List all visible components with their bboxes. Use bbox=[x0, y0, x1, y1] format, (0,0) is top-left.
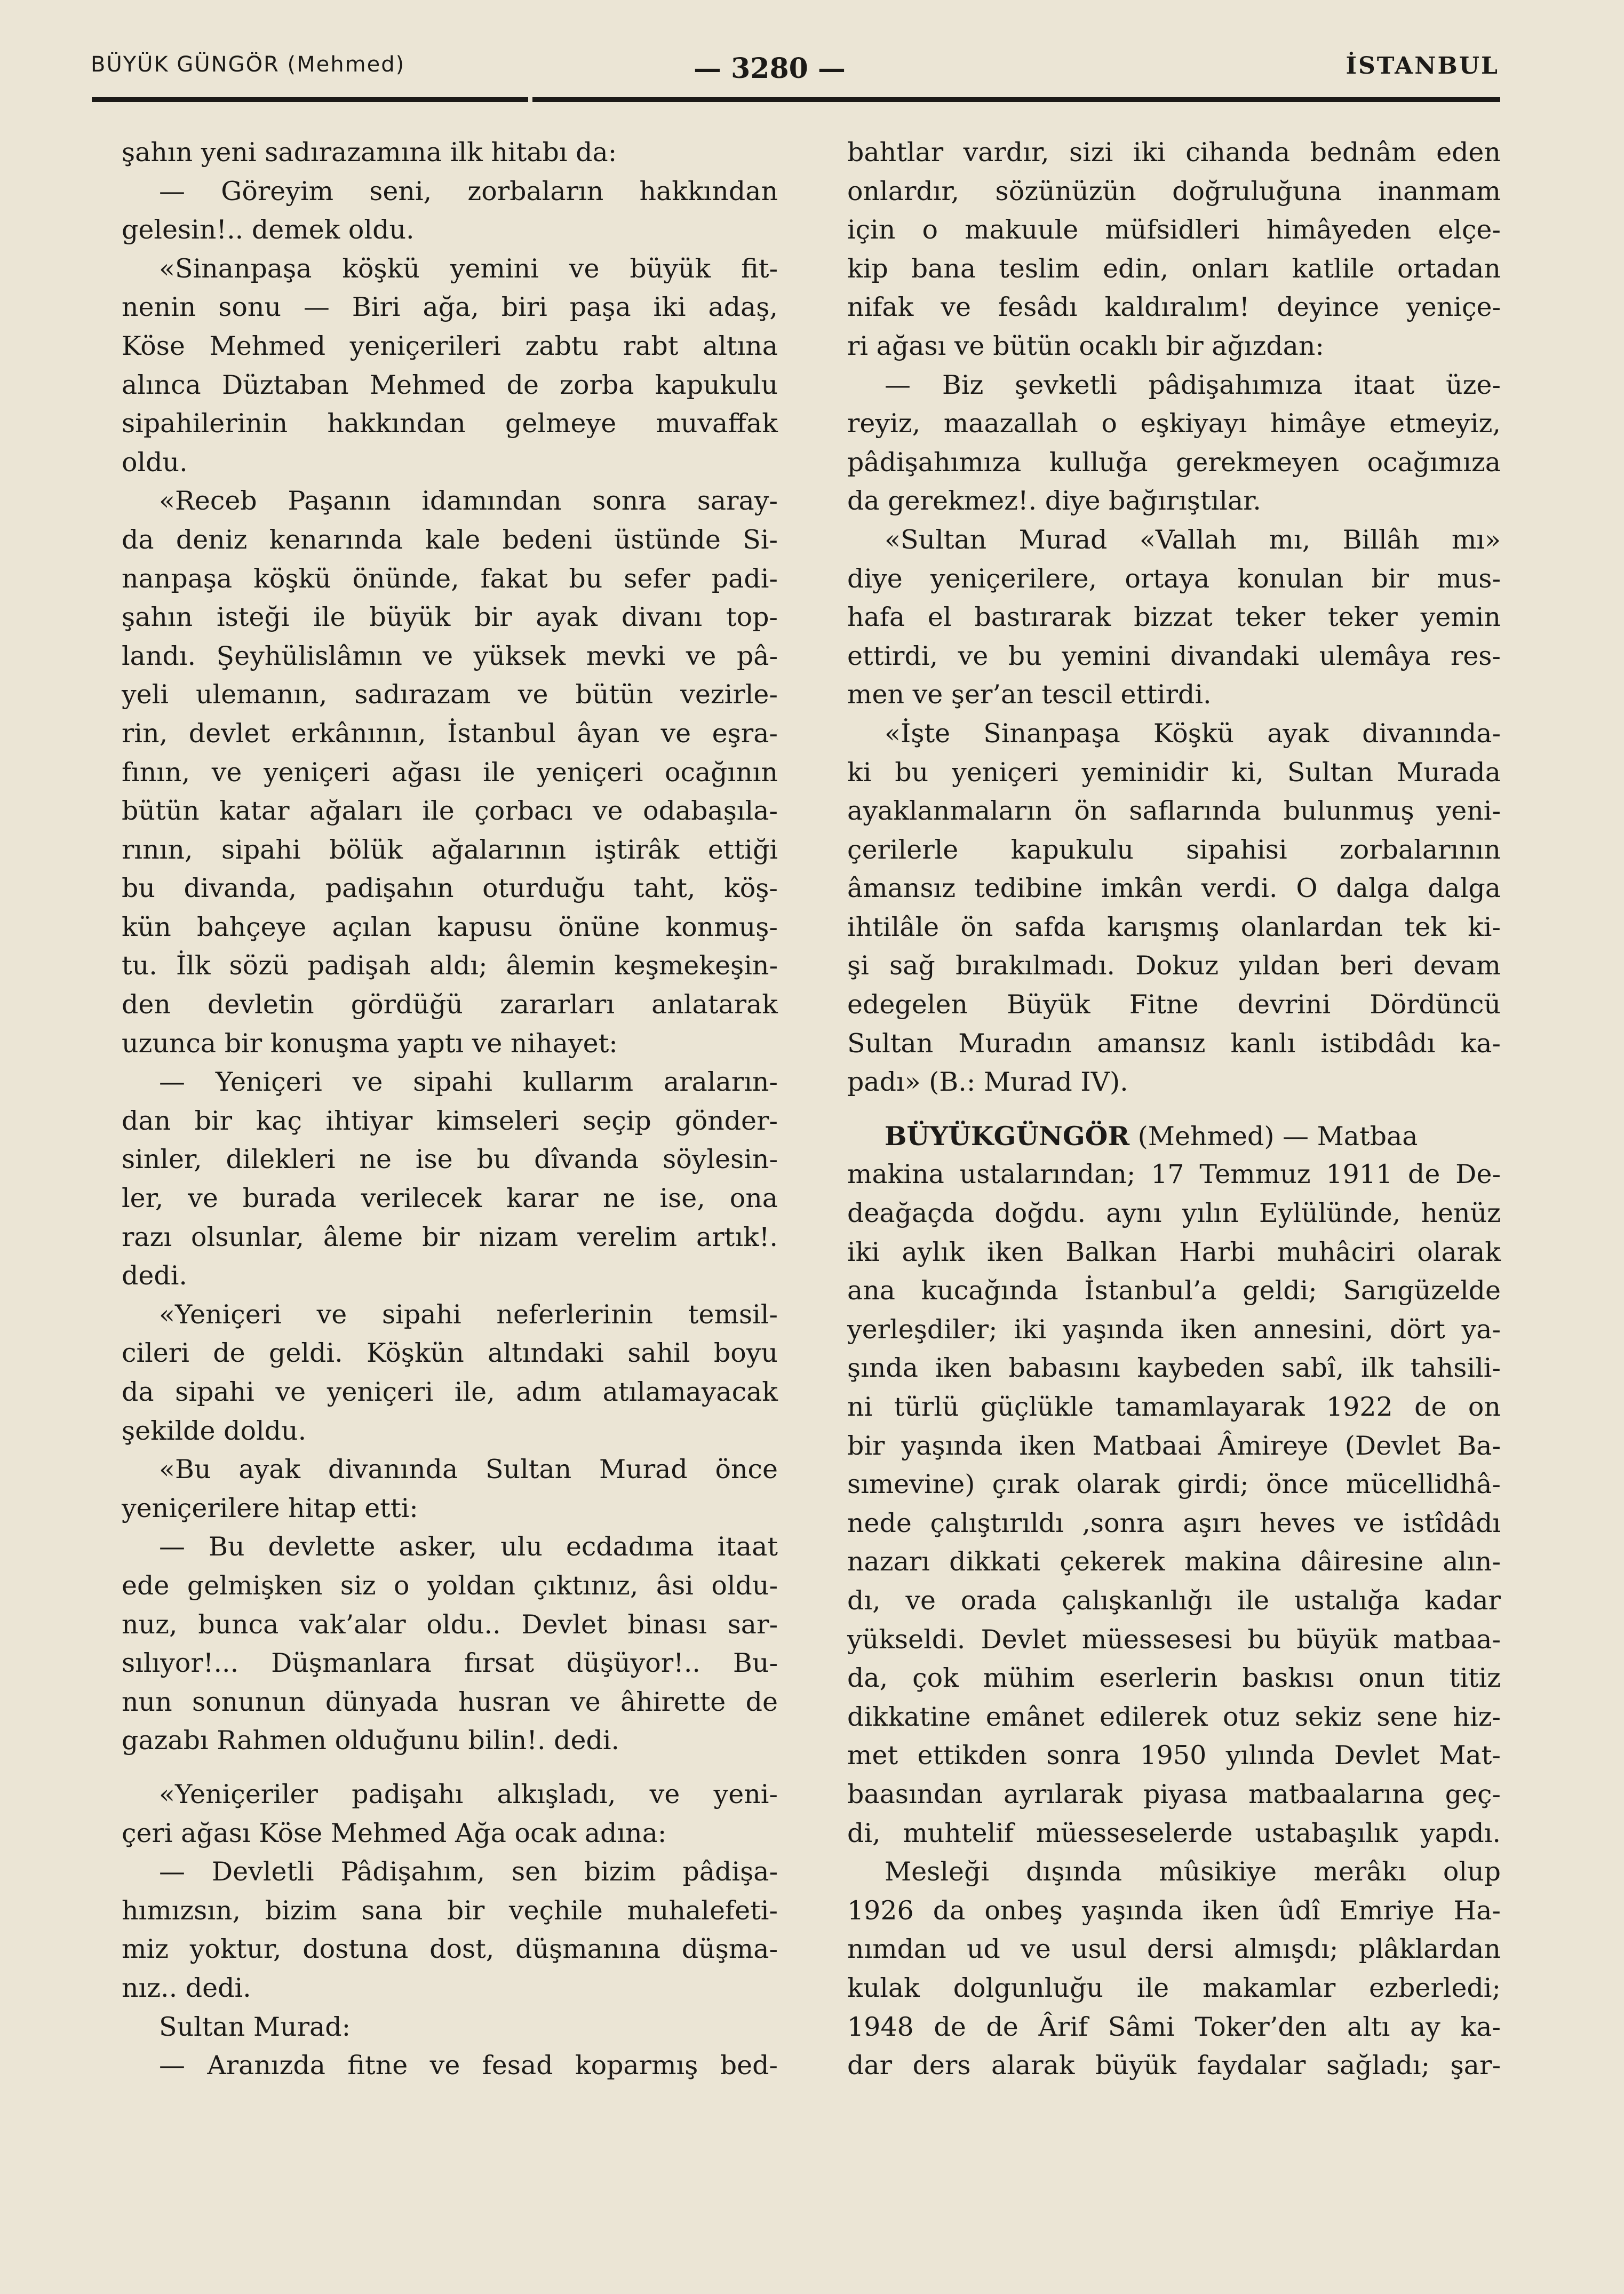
text-line: dikkatine emânet edilerek otuz sekiz sene hiz- bbox=[847, 1701, 1501, 1732]
text-line: bir yaşında iken Matbaai Âmireye (Devlet Ba- bbox=[847, 1430, 1501, 1461]
text-line: ki bu yeniçeri yeminidir ki, Sultan Murada bbox=[847, 757, 1501, 788]
text-line: tu. İlk sözü padişah aldı; âlemin keşmekeşin- bbox=[122, 950, 778, 981]
text-line: kip bana teslim edin, onları katlile ortadan bbox=[847, 253, 1501, 284]
text-line: oldu. bbox=[122, 447, 188, 478]
text-line: met ettikden sonra 1950 yılında Devlet Mat- bbox=[847, 1740, 1501, 1771]
text-line: ede gelmişken siz o yoldan çıktınız, âsi oldu- bbox=[122, 1570, 778, 1601]
text-line: — Bu devlette asker, ulu ecdadıma itaat bbox=[159, 1531, 778, 1562]
text-line: «Sultan Murad «Vallah mı, Billâh mı» bbox=[885, 524, 1501, 555]
text-line: nenin sonu — Biri ağa, biri paşa iki adaş, bbox=[122, 292, 778, 323]
text-line: Sultan Murad: bbox=[159, 2011, 351, 2042]
page-number: — 3280 — bbox=[694, 52, 846, 85]
text-line: kün bahçeye açılan kapusu önüne konmuş- bbox=[122, 911, 778, 942]
text-line: miz yoktur, dostuna dost, düşmanına düşma- bbox=[122, 1934, 778, 1965]
text-line: dı, ve orada çalışkanlığı ile ustalığa kadar bbox=[847, 1585, 1501, 1616]
text-line: baasından ayrılarak piyasa matbaalarına geç- bbox=[847, 1779, 1501, 1809]
header-section-title: İSTANBUL bbox=[1346, 52, 1499, 80]
text-line: pâdişahımıza kulluğa gerekmeyen ocağımıza bbox=[847, 447, 1501, 478]
text-line: dedi. bbox=[122, 1260, 187, 1291]
text-line: reyiz, maazallah o eşkiyayı himâye etmeyiz, bbox=[847, 408, 1501, 439]
text-line: dan bir kaç ihtiyar kimseleri seçip gönder- bbox=[122, 1105, 778, 1136]
text-line: «Yeniçeriler padişahı alkışladı, ve yeni- bbox=[159, 1779, 778, 1809]
text-line: sılıyor!... Düşmanlara fırsat düşüyor!.. Bu- bbox=[122, 1648, 778, 1679]
text-line: di, muhtelif müesseselerde ustabaşılık yapdı. bbox=[847, 1817, 1501, 1848]
text-line: nımdan ud ve usul dersi almışdı; plâklardan bbox=[847, 1934, 1501, 1965]
paragraph-spacer bbox=[122, 1760, 778, 1775]
text-line: Sultan Muradın amansız kanlı istibdâdı ka- bbox=[847, 1028, 1501, 1059]
text-line: nazarı dikkati çekerek makina dâiresine alın- bbox=[847, 1546, 1501, 1577]
text-line: ni türlü güçlükle tamamlayarak 1922 de on bbox=[847, 1392, 1501, 1422]
text-line: nede çalıştırıldı ,sonra aşırı heves ve istîdâdı bbox=[847, 1507, 1501, 1538]
text-line: nifak ve fesâdı kaldıralım! deyince yeniçe- bbox=[847, 292, 1501, 323]
running-header bbox=[91, 52, 1499, 95]
text-line: 1926 da onbeş yaşında iken ûdî Emriye Ha- bbox=[847, 1895, 1501, 1926]
text-line: BÜYÜKGÜNGÖR (Mehmed) — Matbaa bbox=[885, 1120, 1418, 1152]
text-line: diye yeniçerilere, ortaya konulan bir mus- bbox=[847, 563, 1501, 594]
text-line: da sipahi ve yeniçeri ile, adım atılamayacak bbox=[122, 1377, 778, 1407]
text-line: — Devletli Pâdişahım, sen bizim pâdişa- bbox=[159, 1856, 778, 1887]
text-line: nuz, bunca vak’alar oldu.. Devlet binası sar- bbox=[122, 1609, 778, 1640]
text-line: da gerekmez!. diye bağırıştılar. bbox=[847, 486, 1261, 517]
text-line: âmansız tedibine imkân verdi. O dalga dalga bbox=[847, 873, 1501, 904]
text-line: bu divanda, padişahın oturduğu taht, köş- bbox=[122, 873, 778, 904]
text-line: uzunca bir konuşma yaptı ve nihayet: bbox=[122, 1028, 618, 1059]
text-line: sipahilerinin hakkından gelmeye muvaffak bbox=[122, 408, 778, 439]
text-line: yeniçerilere hitap etti: bbox=[122, 1493, 418, 1523]
text-line: — Aranızda fitne ve fesad koparmış bed- bbox=[159, 2050, 778, 2081]
text-line: razı olsunlar, âleme bir nizam verelim artık!. bbox=[122, 1221, 778, 1252]
text-line: gazabı Rahmen olduğunu bilin!. dedi. bbox=[122, 1725, 620, 1756]
text-line: rin, devlet erkânının, İstanbul âyan ve eşra- bbox=[122, 718, 778, 749]
text-line: nanpaşa köşkü önünde, fakat bu sefer padi- bbox=[122, 563, 778, 594]
text-line: ri ağası ve bütün ocaklı bir ağızdan: bbox=[847, 330, 1324, 361]
text-line: «İşte Sinanpaşa Köşkü ayak divanında- bbox=[885, 718, 1501, 749]
text-line: nız.. dedi. bbox=[122, 1972, 251, 2003]
text-line: dar ders alarak büyük faydalar sağladı; şar- bbox=[847, 2050, 1501, 2081]
text-line: «Sinanpaşa köşkü yemini ve büyük fit- bbox=[159, 253, 778, 284]
text-line: Köse Mehmed yeniçerileri zabtu rabt altına bbox=[122, 330, 778, 361]
text-line: yeli ulemanın, sadırazam ve bütün vezirle- bbox=[122, 679, 778, 710]
text-line: makina ustalarından; 17 Temmuz 1911 de De- bbox=[847, 1159, 1501, 1190]
text-line: «Receb Paşanın idamından sonra saray- bbox=[159, 486, 778, 517]
text-line: da deniz kenarında kale bedeni üstünde Si- bbox=[122, 524, 778, 555]
text-line: — Göreyim seni, zorbaların hakkından bbox=[159, 176, 778, 207]
text-line: ettirdi, ve bu yemini divandaki ulemâya res- bbox=[847, 640, 1501, 671]
right-text-column bbox=[847, 133, 1501, 2085]
text-line: şekilde doldu. bbox=[122, 1415, 307, 1446]
text-line: padı» (B.: Murad IV). bbox=[847, 1067, 1128, 1098]
left-text-column bbox=[122, 133, 778, 2085]
text-line: nun sonunun dünyada husran ve âhirette de bbox=[122, 1686, 778, 1717]
text-line: iki aylık iken Balkan Harbi muhâciri olarak bbox=[847, 1236, 1501, 1267]
text-line: fının, ve yeniçeri ağası ile yeniçeri ocağının bbox=[122, 757, 778, 788]
text-line: alınca Düztaban Mehmed de zorba kapukulu bbox=[122, 369, 778, 400]
text-line: şında iken babasını kaybeden sabî, ilk tahsili- bbox=[847, 1353, 1501, 1384]
text-line: «Yeniçeri ve sipahi neferlerinin temsil- bbox=[159, 1299, 778, 1330]
text-line: — Biz şevketli pâdişahımıza itaat üze- bbox=[885, 369, 1501, 400]
text-line: Mesleği dışında mûsikiye merâkı olup bbox=[885, 1856, 1501, 1887]
text-line: deağaçda doğdu. aynı yılın Eylülünde, henüz bbox=[847, 1198, 1501, 1229]
text-line: «Bu ayak divanında Sultan Murad önce bbox=[159, 1454, 778, 1485]
text-line: şi sağ bırakılmadı. Dokuz yıldan beri devam bbox=[847, 950, 1501, 981]
text-line: çerilerle kapukulu sipahisi zorbalarının bbox=[847, 834, 1501, 865]
text-line: — Yeniçeri ve sipahi kullarım araların- bbox=[159, 1067, 778, 1098]
text-line: sinler, dilekleri ne ise bu dîvanda söylesin- bbox=[122, 1144, 778, 1175]
text-line: çeri ağası Köse Mehmed Ağa ocak adına: bbox=[122, 1817, 667, 1848]
text-line: bütün katar ağaları ile çorbacı ve odabaşıla- bbox=[122, 796, 778, 827]
text-line: ana kucağında İstanbul’a geldi; Sarıgüzelde bbox=[847, 1275, 1501, 1306]
text-line: gelesin!.. demek oldu. bbox=[122, 215, 415, 245]
text-line: ihtilâle ön safda karışmış olanlardan tek ki- bbox=[847, 911, 1501, 942]
text-line: da, çok mühim eserlerin baskısı onun titiz bbox=[847, 1663, 1501, 1694]
text-line: den devletin gördüğü zararları anlatarak bbox=[122, 989, 778, 1020]
text-line: rının, sipahi bölük ağalarının iştirâk ettiği bbox=[122, 834, 778, 865]
text-line: ler, ve burada verilecek karar ne ise, ona bbox=[122, 1183, 778, 1214]
text-line: bahtlar vardır, sizi iki cihanda bednâm eden bbox=[847, 137, 1501, 168]
text-line: ayaklanmaların ön saflarında bulunmuş yeni- bbox=[847, 796, 1501, 827]
text-line: yükseldi. Devlet müessesesi bu büyük matbaa- bbox=[847, 1624, 1501, 1655]
header-rule bbox=[92, 97, 1500, 102]
text-line: sımevine) çırak olarak girdi; önce mücellidhâ- bbox=[847, 1469, 1501, 1500]
text-line: hımızsın, bizim sana bir veçhile muhalefeti- bbox=[122, 1895, 778, 1926]
text-line: hafa el bastırarak bizzat teker teker yemin bbox=[847, 602, 1501, 633]
entry-headword: BÜYÜKGÜNGÖR bbox=[885, 1120, 1130, 1152]
text-line: onlardır, sözünüzün doğruluğuna inanmam bbox=[847, 176, 1501, 207]
text-line: men ve şer’an tescil ettirdi. bbox=[847, 679, 1212, 710]
text-line: şahın isteği ile büyük bir ayak divanı top- bbox=[122, 602, 778, 633]
text-line: cileri de geldi. Köşkün altındaki sahil boyu bbox=[122, 1338, 778, 1369]
paragraph-spacer bbox=[847, 1102, 1501, 1117]
text-line: 1948 de de Ârif Sâmi Toker’den altı ay ka- bbox=[847, 2011, 1501, 2042]
header-rule-break bbox=[528, 97, 532, 102]
text-line: şahın yeni sadırazamına ilk hitabı da: bbox=[122, 137, 617, 168]
text-line: landı. Şeyhülislâmın ve yüksek mevki ve pâ- bbox=[122, 640, 778, 671]
text-line: kulak dolgunluğu ile makamlar ezberledi; bbox=[847, 1972, 1501, 2003]
text-line: edegelen Büyük Fitne devrini Dördüncü bbox=[847, 989, 1501, 1020]
text-line: için o makuule müfsidleri himâyeden elçe- bbox=[847, 215, 1501, 245]
header-entry-title: BÜYÜK GÜNGÖR (Mehmed) bbox=[91, 52, 405, 77]
text-line: yerleşdiler; iki yaşında iken annesini, dört ya- bbox=[847, 1314, 1501, 1345]
